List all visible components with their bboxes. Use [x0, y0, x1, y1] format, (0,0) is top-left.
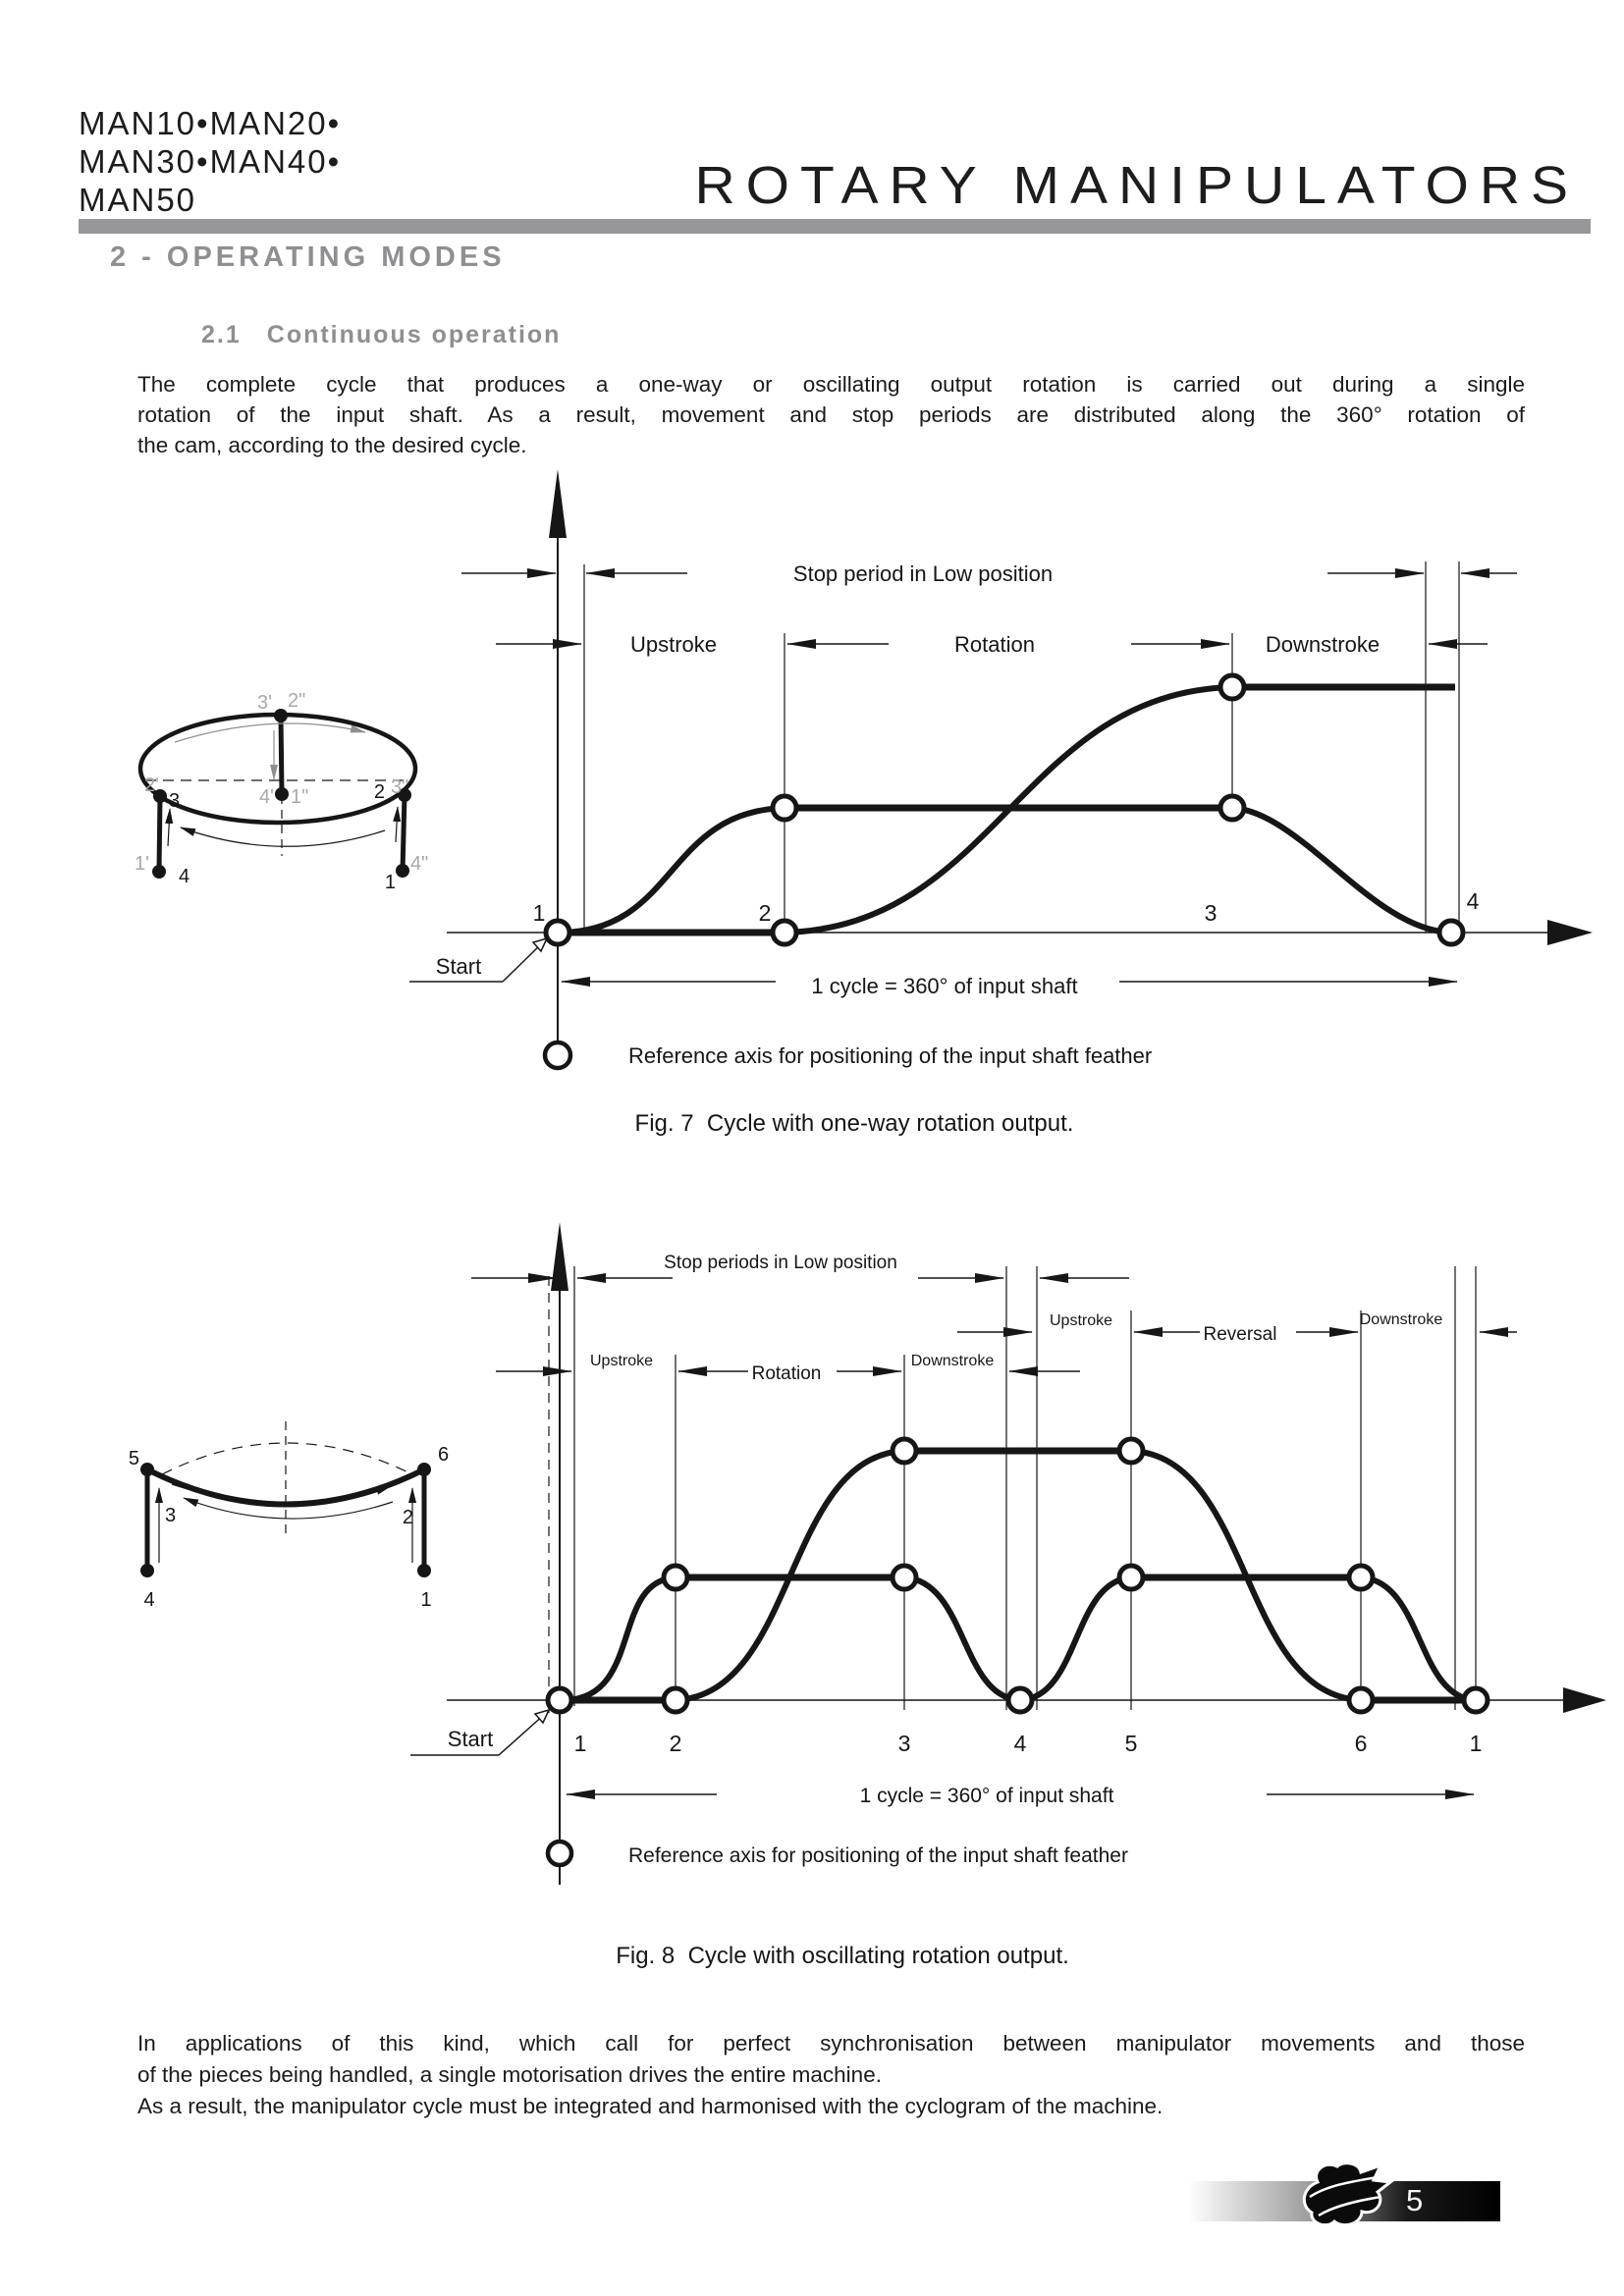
fig8-cycle-label: 1 cycle = 360° of input shaft: [859, 1785, 1114, 1807]
cam-label: 4: [143, 1589, 155, 1611]
fig8-point-number: 5: [1124, 1731, 1138, 1756]
cam-label: 5: [128, 1448, 139, 1469]
fig8-reversal-label: Reversal: [1203, 1324, 1277, 1345]
fig7-stop-period-label: Stop period in Low position: [792, 561, 1054, 586]
fig8-reference-axis-label: Reference axis for positioning of the input shaft feather: [628, 1844, 1128, 1867]
cam-label: 2: [402, 1507, 413, 1528]
fig8-cam-schematic: [129, 1421, 449, 1611]
fig7-reference-axis-label: Reference axis for positioning of the input shaft feather: [628, 1043, 1153, 1068]
fig8-upstroke1-label: Upstroke: [589, 1353, 654, 1369]
model-line: MAN10•MAN20•: [79, 105, 342, 141]
model-line: MAN50: [79, 182, 197, 218]
fig8-downstroke2-label: Downstroke: [1359, 1311, 1443, 1328]
subsection-heading: [201, 321, 561, 349]
cam-label: 2": [288, 690, 306, 712]
fig8-upstroke2-label: Upstroke: [1049, 1312, 1113, 1329]
cam-label: 3: [169, 790, 181, 812]
fig7-rotation-label: Rotation: [954, 632, 1035, 657]
fig7-point-number: 4: [1466, 888, 1480, 914]
fig7-cam-schematic: [135, 690, 428, 893]
paragraph-line: In applications of this kind, which call for perfect synchronisation between manipulator movements and those: [137, 2031, 1525, 2056]
fig7-cycle-chart: [409, 469, 1593, 1137]
fig8-point-number: 4: [1013, 1731, 1027, 1756]
paragraph-line: As a result, the manipulator cycle must be integrated and harmonised with the cyclogram of the machine.: [137, 2094, 1164, 2118]
fig8-point-number: 2: [669, 1731, 682, 1756]
fig8-point-number: 6: [1354, 1731, 1368, 1756]
cam-label: 6: [438, 1444, 450, 1466]
fig8-point-number: 1: [573, 1731, 587, 1756]
fig8-oscillating-cycle-diagram: [0, 1207, 1624, 1983]
cam-label: 1: [384, 872, 396, 893]
knot-logo-icon: [1282, 2156, 1400, 2238]
paragraph-line: of the pieces being handled, a single motorisation drives the entire machine.: [137, 2062, 882, 2087]
cam-label: 1": [291, 786, 309, 808]
fig8-downstroke1-label: Downstroke: [910, 1353, 995, 1369]
fig7-downstroke-label: Downstroke: [1265, 632, 1380, 657]
fig7-caption: Fig. 7 Cycle with one-way rotation output.: [634, 1110, 1074, 1137]
cam-label: 1': [135, 853, 149, 875]
fig7-point-number: 2: [758, 900, 772, 926]
closing-paragraph: [137, 2028, 1525, 2122]
fig7-upstroke-label: Upstroke: [629, 632, 718, 657]
paragraph-line: the cam, according to the desired cycle.: [137, 433, 527, 457]
subsection-number: 2.1: [201, 321, 242, 348]
cam-label: 4": [410, 853, 429, 875]
cam-label: 3: [165, 1505, 177, 1526]
cam-label: 4: [179, 866, 190, 887]
fig7-point-number: 1: [532, 900, 546, 926]
cam-label: 3": [391, 776, 409, 798]
fig8-cycle-chart: [410, 1222, 1606, 1969]
cam-label: 2': [144, 774, 159, 796]
cam-label: 1: [420, 1589, 432, 1611]
paragraph-line: rotation of the input shaft. As a result, movement and stop periods are distributed along the 360° rotation of: [137, 402, 1525, 427]
page-number: 5: [1406, 2183, 1424, 2217]
fig8-point-number: 3: [897, 1731, 911, 1756]
fig7-cycle-label: 1 cycle = 360° of input shaft: [811, 974, 1078, 998]
cam-label: 4': [259, 786, 274, 808]
paragraph-line: The complete cycle that produces a one-way or oscillating output rotation is carried out during a single: [137, 372, 1525, 397]
section-heading: 2 - OPERATING MODES: [110, 241, 506, 273]
fig7-point-number: 3: [1204, 900, 1218, 926]
fig8-stop-periods-label: Stop periods in Low position: [664, 1253, 897, 1273]
subsection-title: Continuous operation: [266, 321, 562, 348]
cam-label: 3': [257, 692, 272, 714]
fig7-start-label: Start: [435, 954, 482, 979]
fig8-start-label: Start: [447, 1727, 494, 1751]
header-divider-bar: [79, 219, 1591, 234]
fig8-point-number: 1: [1469, 1731, 1483, 1756]
fig7-one-way-cycle-diagram: [0, 432, 1624, 1148]
fig8-rotation-label: Rotation: [751, 1363, 822, 1384]
model-line: MAN30•MAN40•: [79, 143, 342, 180]
fig8-caption: Fig. 8 Cycle with oscillating rotation output.: [616, 1943, 1069, 1969]
cam-label: 2: [373, 781, 385, 803]
page-title: ROTARY MANIPULATORS: [694, 155, 1579, 216]
